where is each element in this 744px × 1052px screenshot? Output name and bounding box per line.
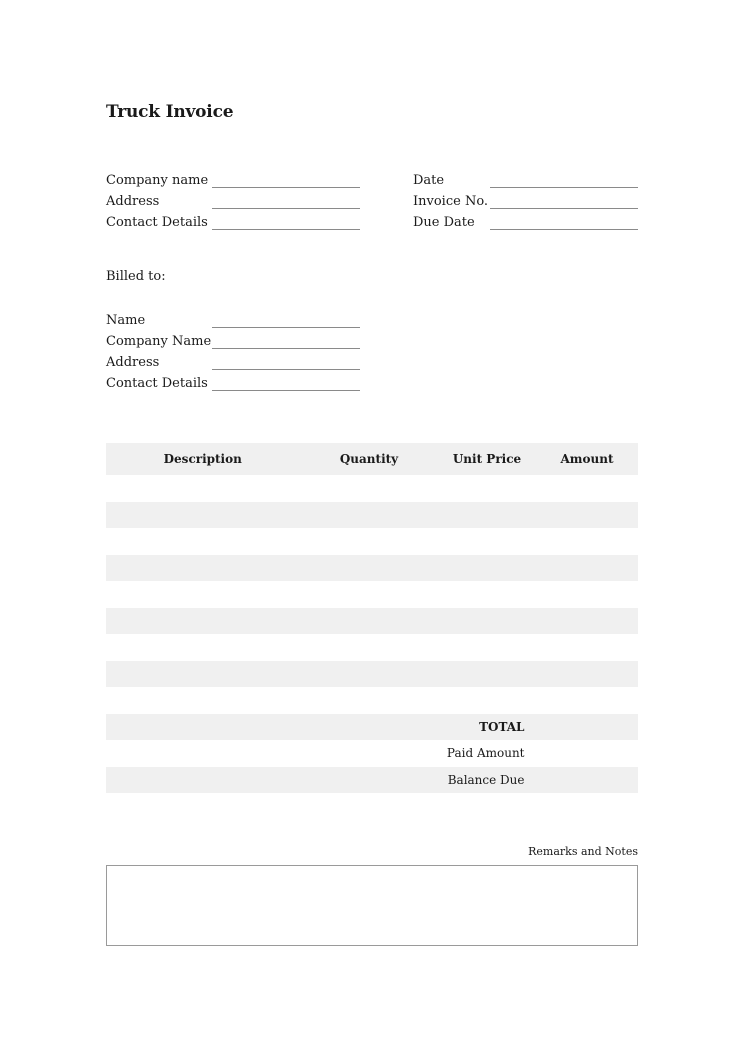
unit-price-cell[interactable] [438,555,536,582]
amount-cell[interactable] [536,528,638,555]
description-cell[interactable] [106,581,300,608]
quantity-cell[interactable] [300,634,438,661]
table-header-row [106,443,638,475]
due-date-field [413,212,638,233]
field-label: Due Date [413,215,475,230]
unit-price-cell[interactable] [438,475,536,502]
description-cell[interactable] [106,475,300,502]
quantity-cell[interactable] [300,581,438,608]
paid-amount-value[interactable] [536,740,638,767]
amount-cell[interactable] [536,687,638,714]
description-cell[interactable] [106,555,300,582]
field-label: Date [413,173,445,188]
billed-name-field [106,310,360,331]
column-header-description: Description [106,443,300,475]
quantity-cell[interactable] [300,555,438,582]
billed-contact-details-input[interactable] [212,390,360,391]
address-field [106,191,360,212]
balance-due-value[interactable] [536,767,638,794]
column-header-unit-price: Unit Price [438,443,536,475]
contact-details-field [106,212,360,233]
field-label: Contact Details [106,215,208,230]
quantity-cell[interactable] [300,661,438,688]
table-row [106,687,638,714]
amount-cell[interactable] [536,661,638,688]
page-title: Truck Invoice [106,102,234,122]
total-value[interactable] [536,714,638,741]
paid-amount-row [106,740,638,767]
remarks-label: Remarks and Notes [528,845,638,858]
column-header-quantity: Quantity [300,443,438,475]
billed-contact-details-field [106,373,360,394]
amount-cell[interactable] [536,581,638,608]
amount-cell[interactable] [536,475,638,502]
billed-address-field [106,352,360,373]
total-row [106,714,638,741]
table-row [106,608,638,635]
amount-cell[interactable] [536,555,638,582]
company-name-field [106,170,360,191]
total-label: TOTAL [438,714,536,741]
description-cell[interactable] [106,608,300,635]
table-row [106,634,638,661]
field-label: Company Name [106,334,212,349]
balance-due-label: Balance Due [438,767,536,794]
date-field [413,170,638,191]
unit-price-cell[interactable] [438,608,536,635]
field-label: Address [106,355,160,370]
unit-price-cell[interactable] [438,581,536,608]
contact-details-input[interactable] [212,229,360,230]
amount-cell[interactable] [536,502,638,529]
quantity-cell[interactable] [300,502,438,529]
items-table [106,443,639,793]
unit-price-cell[interactable] [438,687,536,714]
table-row [106,581,638,608]
billed-company-name-field [106,331,360,352]
description-cell[interactable] [106,502,300,529]
field-label: Company name [106,173,209,188]
paid-amount-label: Paid Amount [438,740,536,767]
table-row [106,502,638,529]
address-input[interactable] [212,208,360,209]
field-label: Contact Details [106,376,208,391]
field-label: Address [106,194,160,209]
unit-price-cell[interactable] [438,502,536,529]
field-label: Name [106,313,146,328]
description-cell[interactable] [106,661,300,688]
billed-name-input[interactable] [212,327,360,328]
balance-due-row [106,767,638,794]
quantity-cell[interactable] [300,687,438,714]
invoice-number-field [413,191,638,212]
table-row [106,555,638,582]
remarks-textarea[interactable] [106,865,638,946]
quantity-cell[interactable] [300,608,438,635]
billed-address-input[interactable] [212,369,360,370]
date-input[interactable] [490,187,638,188]
company-name-input[interactable] [212,187,360,188]
description-cell[interactable] [106,687,300,714]
billed-company-name-input[interactable] [212,348,360,349]
invoice-number-input[interactable] [490,208,638,209]
table-row [106,661,638,688]
amount-cell[interactable] [536,608,638,635]
description-cell[interactable] [106,634,300,661]
quantity-cell[interactable] [300,528,438,555]
quantity-cell[interactable] [300,475,438,502]
unit-price-cell[interactable] [438,661,536,688]
amount-cell[interactable] [536,634,638,661]
field-label: Invoice No. [413,194,489,209]
unit-price-cell[interactable] [438,634,536,661]
billed-to-heading: Billed to: [106,269,166,284]
description-cell[interactable] [106,528,300,555]
table-row [106,528,638,555]
due-date-input[interactable] [490,229,638,230]
table-row [106,475,638,502]
column-header-amount: Amount [536,443,638,475]
unit-price-cell[interactable] [438,528,536,555]
